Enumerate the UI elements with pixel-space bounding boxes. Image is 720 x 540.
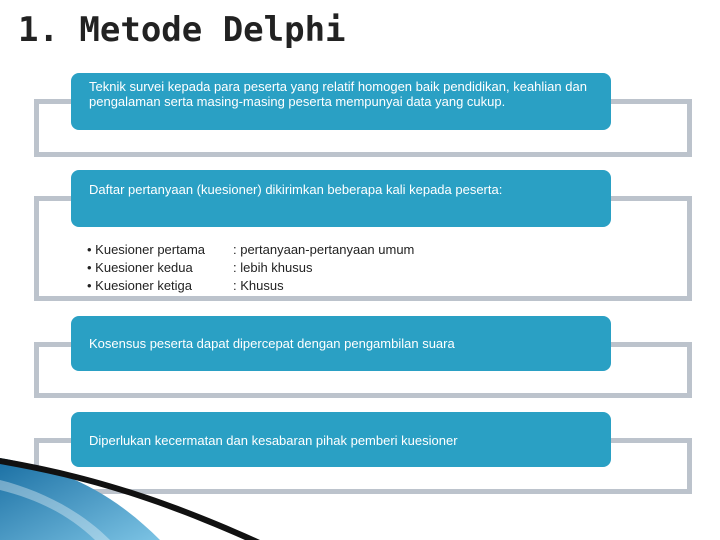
item-box-3 (71, 316, 611, 371)
questionnaire-desc: : pertanyaan-pertanyaan umum (233, 242, 415, 257)
item-text-2: Daftar pertanyaan (kuesioner) dikirimkan beberapa kali kepada peserta: (89, 182, 503, 197)
questionnaire-name: • Kuesioner ketiga (87, 278, 193, 293)
questionnaire-name: • Kuesioner kedua (87, 260, 193, 275)
questionnaire-name: • Kuesioner pertama (87, 242, 206, 257)
item-box-1 (71, 73, 611, 130)
decorative-swoosh (0, 450, 260, 540)
item-text-3: Kosensus peserta dapat dipercepat dengan pengambilan suara (89, 336, 455, 351)
questionnaire-desc: : Khusus (233, 278, 284, 293)
questionnaire-list (87, 241, 414, 295)
list-item (87, 277, 414, 295)
item-box-2 (71, 170, 611, 227)
list-item (87, 259, 414, 277)
item-text-4: Diperlukan kecermatan dan kesabaran pihak pemberi kuesioner (89, 433, 458, 448)
slide-title: 1. Metode Delphi (18, 10, 346, 50)
item-text-1: Teknik survei kepada para peserta yang relatif homogen baik pendidikan, keahlian dan pengalaman serta masing-masing peserta mempunyai data yang cukup. (89, 79, 587, 109)
list-item (87, 241, 414, 259)
questionnaire-desc: : lebih khusus (233, 260, 313, 275)
